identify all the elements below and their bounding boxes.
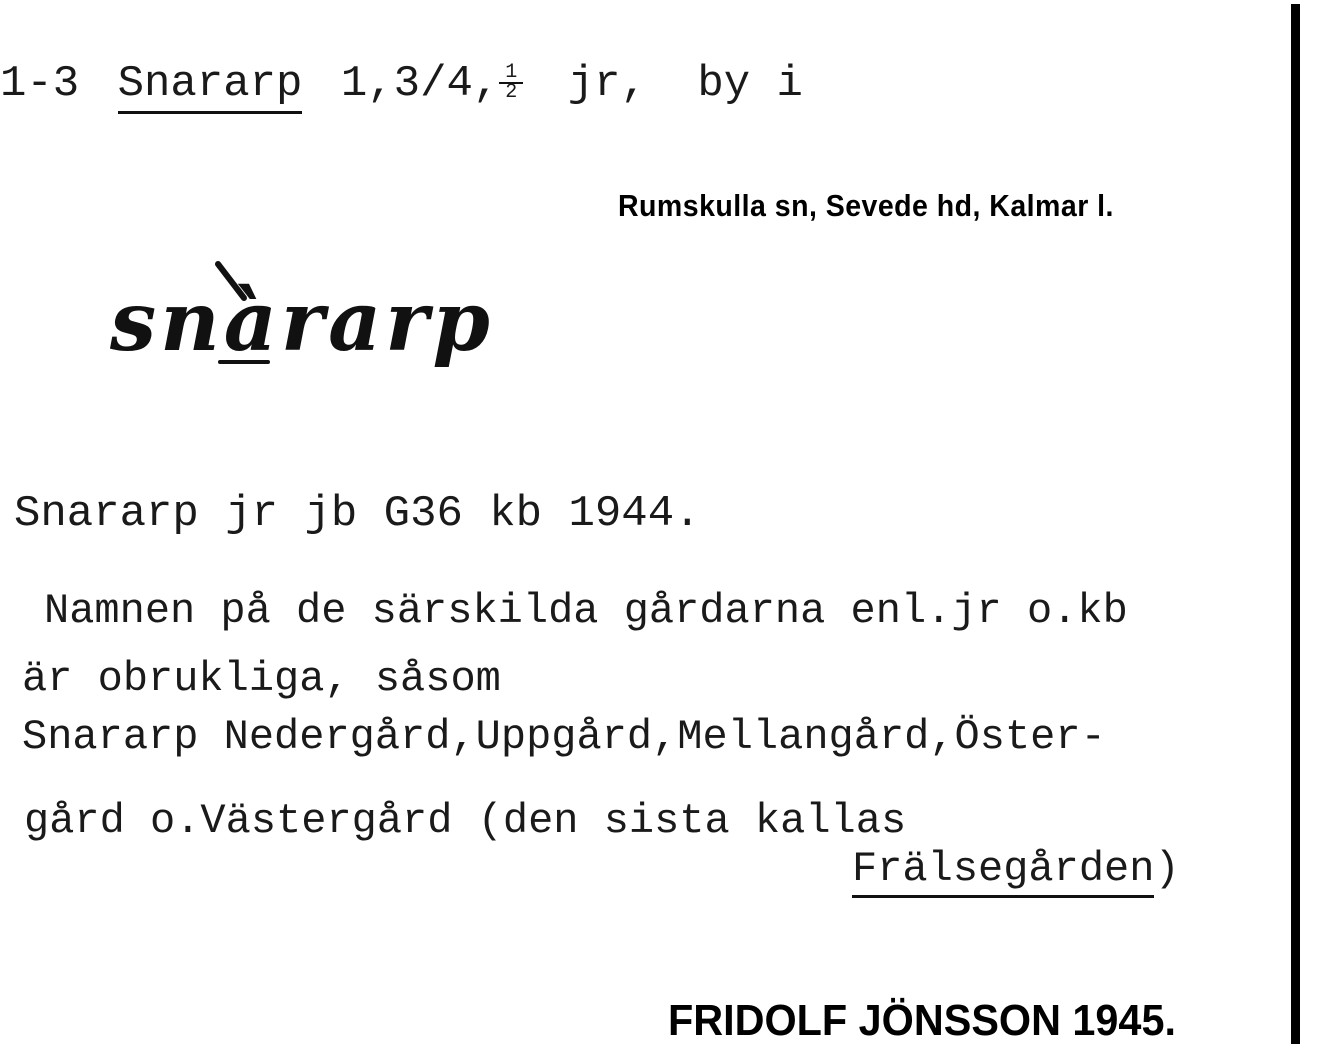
note-line-3: Snararp Nedergård,Uppgård,Mellangård,Öster- bbox=[22, 713, 1106, 761]
note-line-5 bbox=[852, 845, 1180, 893]
note-line-2: är obrukliga, såsom bbox=[22, 655, 501, 703]
card-header bbox=[0, 59, 803, 109]
underlined-farm-name: Frälsegården bbox=[852, 845, 1154, 898]
closing-paren: ) bbox=[1154, 845, 1180, 893]
jb-reference-line: Snararp jr jb G36 kb 1944. bbox=[14, 489, 701, 539]
handwritten-pronunciation bbox=[100, 250, 520, 390]
place-type: by i bbox=[697, 59, 803, 109]
location-stamp: Rumskulla sn, Sevede hd, Kalmar l. bbox=[618, 188, 1114, 223]
entry-number: 1-3 bbox=[0, 59, 80, 109]
handwritten-word: snàrarp bbox=[110, 274, 494, 370]
half-fraction: $\frac{1}{2}$ bbox=[499, 64, 523, 102]
card-edge-line bbox=[1291, 4, 1300, 1044]
note-line-4: gård o.Västergård (den sista kallas bbox=[24, 797, 907, 845]
unit-label: jr, bbox=[567, 59, 647, 109]
place-name: Snararp bbox=[118, 59, 303, 114]
share-values: 1,3/4, bbox=[340, 59, 500, 109]
signature-stamp: FRIDOLF JÖNSSON 1945. bbox=[668, 996, 1176, 1045]
note-line-1: Namnen på de särskilda gårdarna enl.jr o.kb bbox=[44, 587, 1128, 635]
